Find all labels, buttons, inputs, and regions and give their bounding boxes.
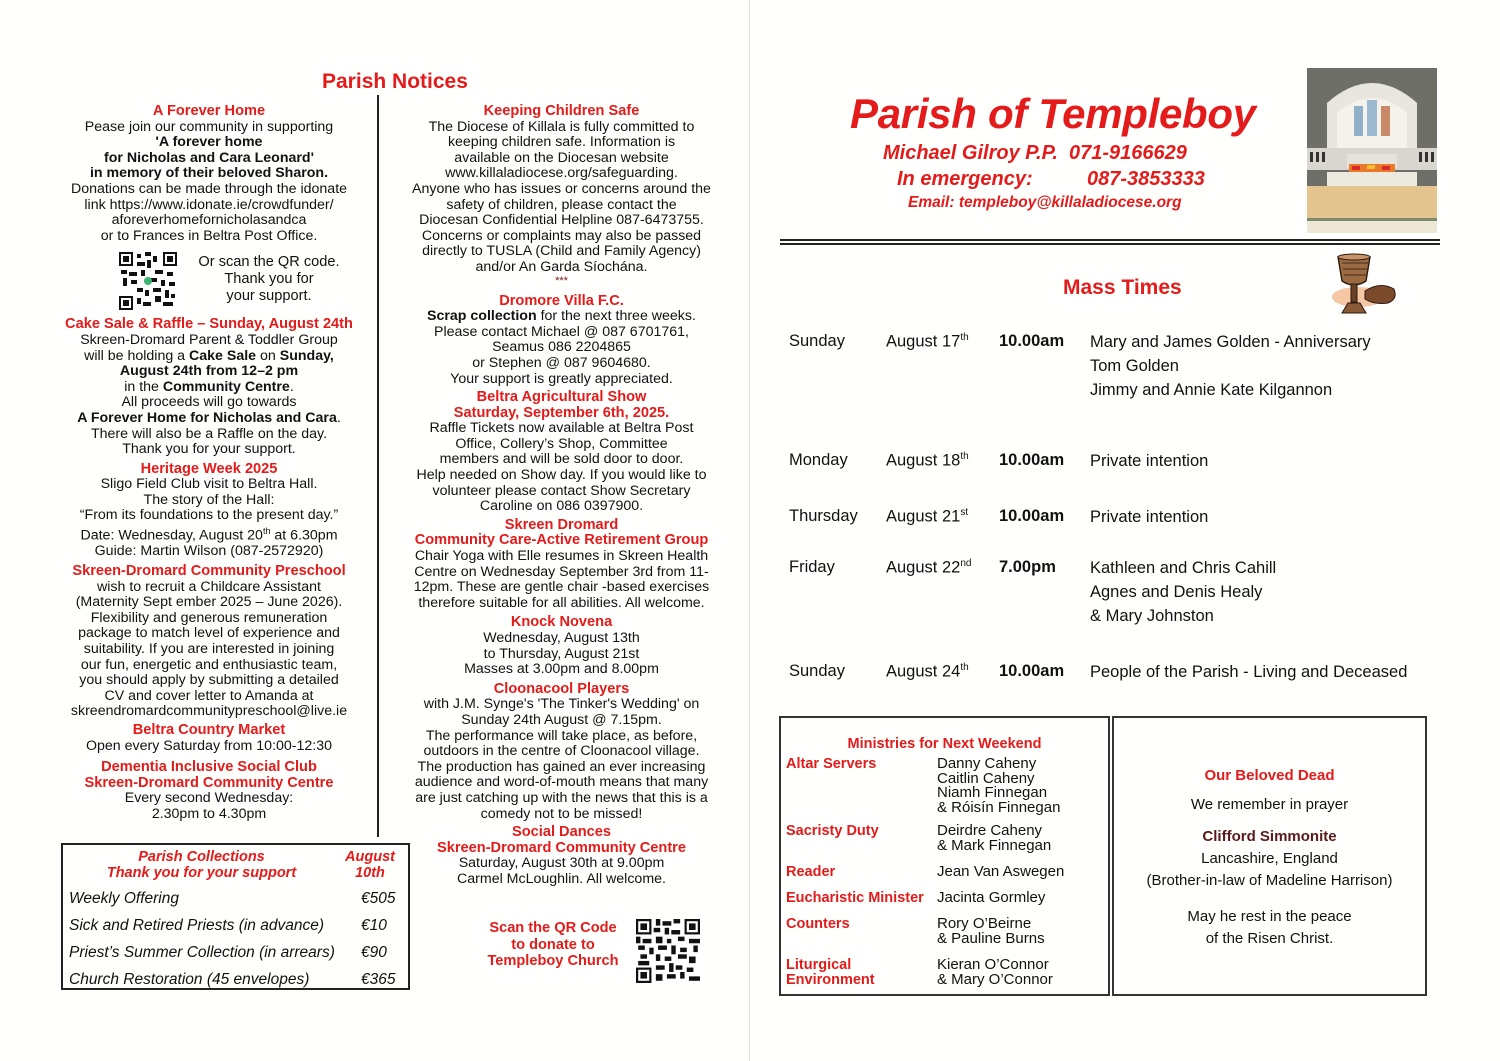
notice-agricultural-show xyxy=(384,390,739,515)
qr-caption: Thank you for xyxy=(224,271,314,288)
mass-time: 10.00am xyxy=(999,507,1065,525)
collection-amount: €365 xyxy=(361,971,396,988)
ministry-name: & Pauline Burns xyxy=(937,929,1045,947)
notice-title: Skreen-Dromard Community Preschool xyxy=(72,562,346,579)
notice-text: Scrap collection xyxy=(427,308,537,325)
mass-intention: Kathleen and Chris Cahill xyxy=(1090,559,1277,577)
notice-line: Office, Collery’s Shop, Committee xyxy=(455,435,668,452)
notice-line: in memory of their beloved Sharon. xyxy=(89,165,329,182)
notice-line: you should apply by submitting a detailed xyxy=(79,672,339,689)
ordinal-suffix: nd xyxy=(960,558,972,569)
mass-intention: Jimmy and Annie Kate Kilgannon xyxy=(1090,381,1333,399)
notice-text: in the xyxy=(124,378,163,395)
mass-date: August 18 xyxy=(886,451,961,470)
notice-line: Your support is greatly appreciated. xyxy=(450,370,673,387)
notice-line: Guide: Martin Wilson (087-2572920) xyxy=(94,543,324,560)
ministry-names xyxy=(937,824,1051,853)
ministry-role: Eucharistic Minister xyxy=(786,890,924,906)
ministry-role-line: Environment xyxy=(786,971,875,988)
notice-line: Pease join our community in supporting xyxy=(84,118,334,135)
notice-line: are just catching up with the news that this is a xyxy=(415,789,708,806)
collection-label: Weekly Offering xyxy=(69,890,179,907)
notice-line: All proceeds will go towards xyxy=(121,394,297,411)
notice-line: Every second Wednesday: xyxy=(124,790,294,807)
collection-label: Priest’s Summer Collection (in arrears) xyxy=(69,944,335,961)
notice-line: or Stephen @ 087 9604680. xyxy=(472,354,651,371)
mass-intentions xyxy=(1090,330,1371,402)
notice-forever-home xyxy=(44,104,374,312)
ministry-name: & Mary O’Connor xyxy=(937,970,1053,988)
ministry-names xyxy=(937,891,1045,906)
notice-title: Cake Sale & Raffle – Sunday, August 24th xyxy=(65,316,353,333)
mass-intentions xyxy=(1090,449,1208,473)
notice-text: . xyxy=(336,409,341,426)
notice-text: Cake Sale xyxy=(189,347,257,364)
notice-line: Sligo Field Club visit to Beltra Hall. xyxy=(100,476,318,493)
notice-title: Keeping Children Safe xyxy=(483,103,640,119)
deceased-relation: (Brother-in-law of Madeline Harrison) xyxy=(1146,872,1393,889)
notice-line: There will also be a Raffle on the day. xyxy=(90,425,328,442)
closing-prayer: May he rest in the peace xyxy=(1187,908,1352,925)
notice-line: our fun, energetic and enthusiastic team, xyxy=(80,656,338,673)
notice-line: with J.M. Synge's 'The Tinker's Wedding' on xyxy=(423,696,700,713)
mass-date: August 17 xyxy=(886,332,961,351)
ordinal-suffix: th xyxy=(960,662,969,673)
mass-time: 10.00am xyxy=(999,451,1065,469)
notice-title: Knock Novena xyxy=(510,614,613,631)
notice-active-retirement xyxy=(384,518,739,612)
mass-intention: Private intention xyxy=(1090,452,1209,470)
notice-title: A Forever Home xyxy=(152,103,266,119)
notice-line: suitability. If you are interested in joining xyxy=(83,640,335,657)
notice-line: Diocesan Confidential Helpline 087-6473755. xyxy=(419,212,704,229)
donate-qr-caption xyxy=(478,920,628,970)
ministry-name: Jacinta Gormley xyxy=(937,889,1046,906)
collection-label: Church Restoration (45 envelopes) xyxy=(69,971,310,988)
mass-intention: Agnes and Denis Healy xyxy=(1090,583,1263,601)
notice-line: Flexibility and generous remuneration xyxy=(90,609,328,626)
beloved-dead-heading: Our Beloved Dead xyxy=(1204,767,1335,784)
notice-text: at 6.30pm xyxy=(270,527,338,544)
notice-cake-sale xyxy=(44,317,374,457)
ministries-box xyxy=(779,716,1110,996)
notice-line: CV and cover letter to Amanda at xyxy=(104,687,314,704)
mass-date: August 22 xyxy=(886,558,961,577)
notice-line: 12pm. These are gentle chair -based exercises xyxy=(413,579,710,596)
notices-column-1 xyxy=(44,104,374,822)
notice-title: Skreen-Dromard Community Centre xyxy=(437,839,686,856)
donate-caption-line: to donate to xyxy=(511,936,595,953)
mass-time: 10.00am xyxy=(999,332,1065,350)
notice-line: audience and word-of-mouth means that many xyxy=(414,774,709,791)
ministry-name: Kieran O’Connor xyxy=(937,956,1049,973)
church-interior-photo-icon xyxy=(1307,68,1437,233)
notice-line: Saturday, August 30th at 9.00pm xyxy=(458,855,665,872)
notice-line: for Nicholas and Cara Leonard' xyxy=(104,149,314,166)
column-divider xyxy=(377,95,379,837)
notice-line: The performance will take place, as before, xyxy=(425,727,698,744)
emergency-phone[interactable]: 087-3853333 xyxy=(1087,168,1205,190)
notice-line: 'A forever home xyxy=(155,134,263,151)
notice-line: The Diocese of Killala is fully committed to xyxy=(428,118,695,135)
notice-line: Chair Yoga with Elle resumes in Skreen Health xyxy=(414,548,709,565)
ministry-role: Reader xyxy=(786,864,836,880)
mass-times-heading: Mass Times xyxy=(1063,276,1182,299)
notice-line: or to Frances in Beltra Post Office. xyxy=(100,227,318,244)
notice-text: Community Centre xyxy=(162,378,290,395)
ministry-name: & Mark Finnegan xyxy=(937,836,1052,854)
notice-cloonacool-players xyxy=(384,682,739,822)
deceased-name: Clifford Simmonite xyxy=(1202,828,1337,845)
collection-label: Sick and Retired Priests (in advance) xyxy=(69,917,325,934)
collections-title: Parish Collections xyxy=(138,849,265,865)
notice-line: to Thursday, August 21st xyxy=(483,645,640,662)
qr-caption: your support. xyxy=(226,288,312,305)
ordinal-suffix: th xyxy=(960,332,969,343)
ministry-role xyxy=(786,958,875,987)
mass-day: Monday xyxy=(789,451,848,469)
mass-day: Friday xyxy=(789,558,835,576)
notice-line: keeping children safe. Information is xyxy=(447,134,676,151)
notice-line: Anyone who has issues or concerns around the xyxy=(412,180,711,197)
qr-code-icon[interactable] xyxy=(117,252,179,310)
chalice-and-bread-icon xyxy=(1330,253,1400,318)
notice-title: Heritage Week 2025 xyxy=(140,460,278,477)
notice-line: therefore suitable for all abilities. All welcome. xyxy=(418,594,705,611)
ministry-names xyxy=(937,865,1064,880)
mass-time: 10.00am xyxy=(999,662,1065,680)
notice-title: Social Dances xyxy=(512,824,611,841)
parish-email[interactable]: Email: templeboy@killaladiocese.org xyxy=(908,194,1182,211)
ministry-names xyxy=(937,958,1053,987)
ordinal-suffix: th xyxy=(262,526,271,537)
mass-day: Sunday xyxy=(789,332,845,350)
notice-line: Seamus 086 2204865 xyxy=(492,339,631,356)
notice-line: Masses at 3.00pm and 8.00pm xyxy=(464,661,659,678)
mass-intention: Private intention xyxy=(1090,508,1209,526)
parish-collections-box xyxy=(61,843,410,990)
ministry-name: & Róisín Finnegan xyxy=(937,798,1061,816)
ministry-role-line: Liturgical xyxy=(786,957,852,973)
notice-line: Concerns or complaints may also be passed xyxy=(421,227,702,244)
notice-line: volunteer please contact Show Secretary xyxy=(432,482,691,499)
notice-heritage-week xyxy=(44,462,374,560)
priest-contact: Michael Gilroy P.P. 071-9166629 xyxy=(883,142,1187,164)
donation-link-cont[interactable]: aforeverhomefornicholasandca xyxy=(111,212,307,229)
notice-title: Cloonacool Players xyxy=(493,680,630,697)
ordinal-suffix: st xyxy=(960,507,969,518)
parish-title: Parish of Templeboy xyxy=(850,90,1256,137)
mass-intentions xyxy=(1090,505,1208,529)
ministry-name: Jean Van Aswegen xyxy=(937,863,1065,880)
notice-preschool xyxy=(44,564,374,720)
notice-line: 2.30pm to 4.30pm xyxy=(151,805,267,822)
collection-amount: €90 xyxy=(361,944,387,961)
ministry-names xyxy=(937,757,1060,815)
collections-date: 10th xyxy=(355,865,385,881)
notice-title: Dementia Inclusive Social Club xyxy=(101,759,317,776)
notice-line: The production has gained an ever increasing xyxy=(417,758,706,775)
notice-line: outdoors in the centre of Cloonacool village. xyxy=(423,743,700,760)
mass-day: Thursday xyxy=(789,507,858,525)
notice-children-safe xyxy=(384,104,739,287)
notice-text: . xyxy=(289,378,294,395)
notice-line: Donations can be made through the idonate xyxy=(70,180,348,197)
notice-line: safety of children, please contact the xyxy=(446,196,677,213)
notice-line: comedy not to be missed! xyxy=(480,805,643,822)
notice-social-dances xyxy=(384,825,739,887)
ministry-role: Counters xyxy=(786,916,850,932)
ordinal-suffix: th xyxy=(960,451,969,462)
notice-line: Caroline on 086 0397900. xyxy=(479,498,644,515)
mass-intention: Tom Golden xyxy=(1090,357,1179,375)
notice-text: for the next three weeks. xyxy=(536,308,696,325)
donate-caption-line: Templeboy Church xyxy=(487,953,619,969)
notice-line: package to match level of experience and xyxy=(78,625,340,642)
notice-text: Date: Wednesday, August 20 xyxy=(80,527,263,544)
notice-line: wish to recruit a Childcare Assistant xyxy=(97,578,321,595)
notice-line: Sunday 24th August @ 7.15pm. xyxy=(461,711,662,728)
notice-title: Community Care-Active Retirement Group xyxy=(414,532,709,549)
ministry-name: Danny Caheny xyxy=(937,755,1037,772)
notice-text: will be holding a xyxy=(84,347,190,364)
notice-line: The story of the Hall: xyxy=(143,491,275,508)
notice-line: Thank you for your support. xyxy=(122,441,296,458)
notice-line: Skreen-Dromard Parent & Toddler Group xyxy=(80,331,338,348)
mass-date: August 21 xyxy=(886,507,961,526)
donate-qr-code-icon[interactable] xyxy=(636,919,700,983)
notice-dromore-villa xyxy=(384,294,739,388)
notice-country-market xyxy=(44,723,374,754)
notice-title: Beltra Country Market xyxy=(132,721,286,738)
mass-time: 7.00pm xyxy=(999,558,1056,576)
collection-amount: €10 xyxy=(361,917,387,934)
notice-title: Dromore Villa F.C. xyxy=(499,292,624,309)
page-fold xyxy=(749,0,750,1061)
beloved-dead-box xyxy=(1112,716,1427,996)
notice-title: Beltra Agricultural Show xyxy=(476,389,647,406)
ministry-names xyxy=(937,917,1045,946)
ministry-name: Rory O’Beirne xyxy=(937,915,1032,932)
parish-notices-heading: Parish Notices xyxy=(322,70,468,93)
donation-link[interactable]: link https://www.idonate.ie/crowdfunder/ xyxy=(84,196,334,213)
ministry-role: Altar Servers xyxy=(786,756,877,772)
notice-knock-novena xyxy=(384,615,739,677)
notice-line: August 24th from 12–2 pm xyxy=(119,363,299,380)
ministry-name: Deirdre Caheny xyxy=(937,822,1043,839)
donate-caption-line: Scan the QR Code xyxy=(489,920,617,936)
notice-title: Skreen Dromard xyxy=(504,516,619,533)
notice-line: Centre on Wednesday September 3rd from 11- xyxy=(414,563,709,580)
notice-title: Saturday, September 6th, 2025. xyxy=(453,404,670,421)
notice-line: Wednesday, August 13th xyxy=(483,630,640,646)
ministry-role: Sacristy Duty xyxy=(786,823,879,839)
ministries-heading: Ministries for Next Weekend xyxy=(847,736,1042,752)
header-double-rule xyxy=(780,239,1440,245)
notice-dementia-club xyxy=(44,760,374,822)
emergency-label: In emergency: xyxy=(897,168,1033,190)
notice-text: Sunday, xyxy=(279,347,334,364)
notice-line: “From its foundations to the present day.” xyxy=(79,507,339,524)
deceased-place: Lancashire, England xyxy=(1201,850,1338,867)
notice-title: Skreen-Dromard Community Centre xyxy=(84,774,334,791)
notice-line: directly to TUSLA (Child and Family Agency) xyxy=(422,243,701,260)
notice-line: Raffle Tickets now available at Beltra Post xyxy=(429,420,694,437)
ministry-name: Niamh Finnegan xyxy=(937,784,1048,802)
mass-intentions xyxy=(1090,660,1407,684)
notice-line: Open every Saturday from 10:00-12:30 xyxy=(85,737,333,754)
collections-date: August xyxy=(345,849,395,865)
notice-text: on xyxy=(256,347,280,364)
notice-line: and/or An Garda Síochána. xyxy=(475,258,648,275)
notice-line: available on the Diocesan website xyxy=(454,149,669,166)
collection-amount: €505 xyxy=(361,890,396,907)
mass-day: Sunday xyxy=(789,662,845,680)
notice-line: members and will be sold door to door. xyxy=(439,451,684,468)
mass-intention: Mary and James Golden - Anniversary xyxy=(1090,333,1371,351)
notice-line: Please contact Michael @ 087 6701761, xyxy=(434,323,689,340)
notice-text: A Forever Home for Nicholas and Cara xyxy=(77,409,337,426)
mass-date: August 24 xyxy=(886,662,961,681)
safeguarding-link[interactable]: www.killaladiocese.org/safeguarding. xyxy=(445,165,678,182)
mass-intention: People of the Parish - Living and Deceased xyxy=(1090,663,1408,681)
mass-intentions xyxy=(1090,556,1276,628)
notice-line: Help needed on Show day. If you would like to xyxy=(416,467,707,484)
beloved-dead-intro: We remember in prayer xyxy=(1190,796,1349,813)
preschool-email-link[interactable]: skreendromardcommunitypreschool@live.ie xyxy=(70,703,348,720)
notices-column-2 xyxy=(384,104,739,888)
ministry-name: Caitlin Caheny xyxy=(937,769,1035,787)
collections-subtitle: Thank you for your support xyxy=(106,865,297,881)
closing-prayer: of the Risen Christ. xyxy=(1205,930,1334,947)
mass-intention: & Mary Johnston xyxy=(1090,607,1214,625)
separator-stars: *** xyxy=(555,274,568,287)
qr-caption: Or scan the QR code. xyxy=(198,254,340,271)
notice-line: Carmel McLoughlin. All welcome. xyxy=(457,870,666,887)
notice-line: (Maternity Sept ember 2025 – June 2026). xyxy=(75,594,343,611)
